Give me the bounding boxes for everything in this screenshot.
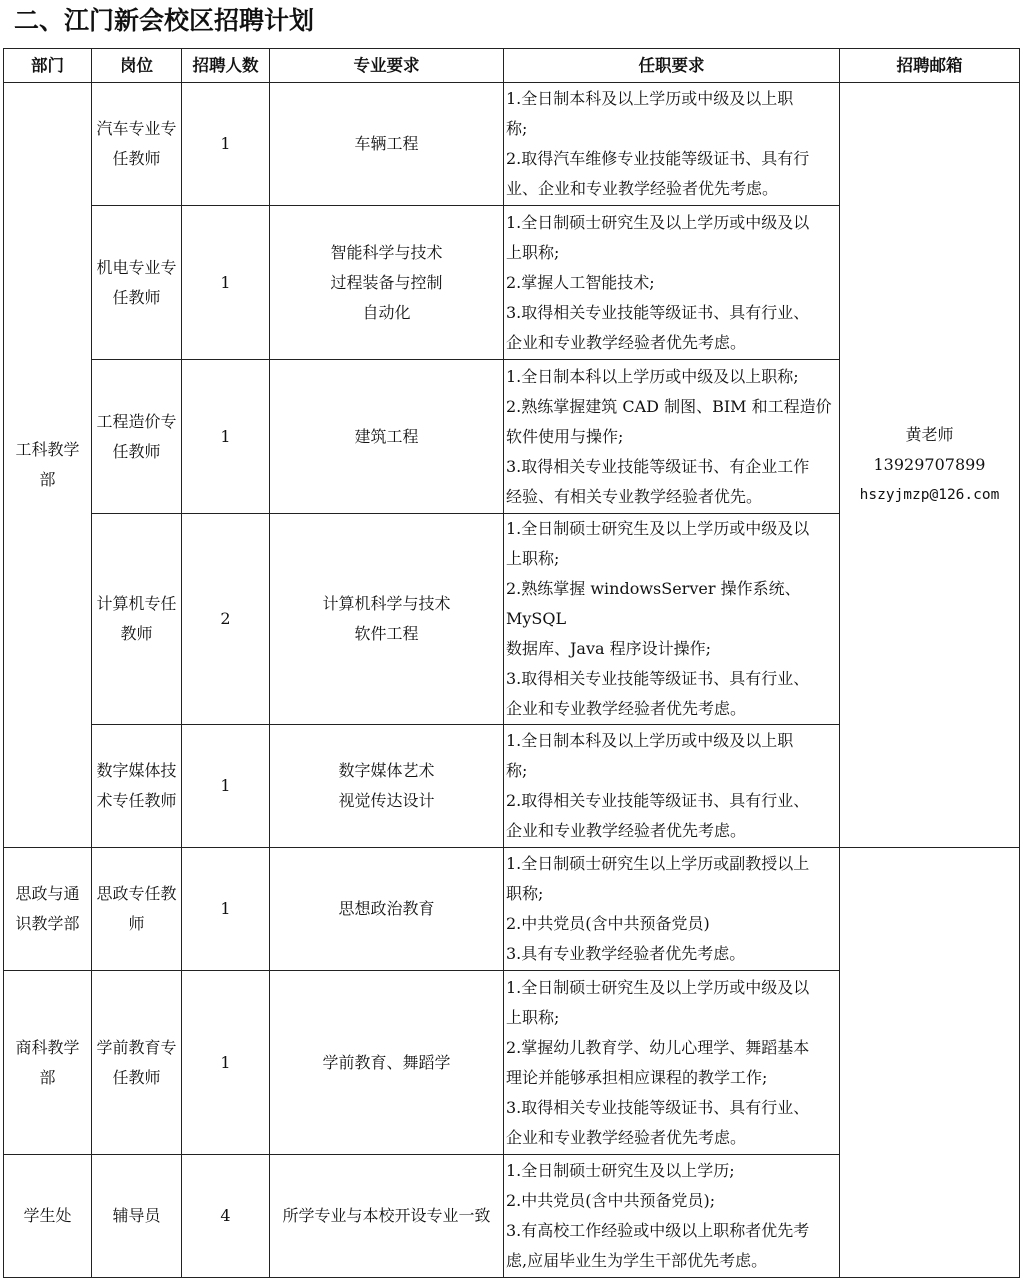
hire-count: 1 xyxy=(220,426,231,446)
requirement-line: 3.取得相关专业技能等级证书、具有行业、 xyxy=(506,669,810,688)
position-name: 机电专业专 xyxy=(96,257,177,277)
hire-count: 4 xyxy=(220,1206,231,1225)
count-cell xyxy=(182,848,270,971)
requirement-line: 1.全日制硕士研究生及以上学历或中级及以 xyxy=(506,977,810,997)
requirement-line: 1.全日制本科及以上学历或中级及以上职 xyxy=(506,731,794,750)
count-cell xyxy=(182,360,270,514)
position-cell xyxy=(92,971,182,1155)
position-name: 任教师 xyxy=(112,287,161,307)
major-item: 智能科学与技术 xyxy=(330,242,443,262)
requirement-line: 1.全日制本科以上学历或中级及以上职称; xyxy=(506,366,799,386)
position-name: 任教师 xyxy=(112,1067,161,1087)
requirement-line: 3.有高校工作经验或中级以上职称者优先考 xyxy=(506,1221,810,1240)
hire-count: 1 xyxy=(220,134,231,153)
department-cell xyxy=(4,848,92,971)
requirement-line: 3.取得相关专业技能等级证书、具有行业、 xyxy=(506,302,810,322)
position-name: 任教师 xyxy=(112,149,161,168)
major-item: 车辆工程 xyxy=(354,134,419,153)
requirement-line: 1.全日制硕士研究生以上学历或副教授以上 xyxy=(506,854,810,873)
major-item: 自动化 xyxy=(362,302,411,322)
table-row xyxy=(4,848,1020,971)
requirements-cell xyxy=(504,725,840,848)
position-name: 数字媒体技 xyxy=(96,761,177,780)
requirement-line: 1.全日制本科及以上学历或中级及以上职 xyxy=(506,89,794,108)
requirement-line: 企业和专业教学经验者优先考虑。 xyxy=(506,699,747,718)
position-name: 汽车专业专 xyxy=(96,119,177,138)
requirement-line: 2.取得相关专业技能等级证书、具有行业、 xyxy=(506,791,810,810)
email-empty-cell xyxy=(840,848,1020,1278)
major-cell xyxy=(270,206,504,360)
hire-count: 1 xyxy=(220,1052,231,1072)
department-name: 工科教学 xyxy=(15,440,80,459)
department-name: 识教学部 xyxy=(15,914,80,933)
header-major: 专业要求 xyxy=(270,49,504,83)
major-cell xyxy=(270,725,504,848)
requirement-line: 3.取得相关专业技能等级证书、有企业工作 xyxy=(506,456,810,476)
position-name: 术专任教师 xyxy=(96,791,177,810)
position-cell xyxy=(92,848,182,971)
requirement-line: 虑,应届毕业生为学生干部优先考虑。 xyxy=(506,1251,768,1270)
contact-phone: 13929707899 xyxy=(873,455,986,474)
position-name: 任教师 xyxy=(112,441,161,461)
requirement-line: 3.具有专业教学经验者优先考虑。 xyxy=(506,944,746,963)
position-name: 辅导员 xyxy=(112,1206,161,1225)
count-cell xyxy=(182,725,270,848)
position-cell xyxy=(92,206,182,360)
department-cell xyxy=(4,1155,92,1278)
requirement-line: 称; xyxy=(506,761,528,780)
requirement-line: 企业和专业教学经验者优先考虑。 xyxy=(506,332,747,352)
requirement-line: 2.熟练掌握 windowsServer 操作系统、MySQL xyxy=(506,579,801,628)
hire-count: 1 xyxy=(220,899,231,918)
requirement-line: 职称; xyxy=(506,884,544,903)
requirement-line: 软件使用与操作; xyxy=(506,426,624,446)
position-cell xyxy=(92,725,182,848)
position-name: 计算机专任 xyxy=(96,594,177,613)
header-position: 岗位 xyxy=(92,49,182,83)
major-item: 学前教育、舞蹈学 xyxy=(322,1052,451,1072)
requirements-cell xyxy=(504,514,840,725)
requirement-line: 2.取得汽车维修专业技能等级证书、具有行 xyxy=(506,149,810,168)
major-cell xyxy=(270,1155,504,1278)
requirement-line: 2.掌握人工智能技术; xyxy=(506,272,655,292)
major-cell xyxy=(270,360,504,514)
position-name: 教师 xyxy=(120,624,153,643)
position-cell xyxy=(92,514,182,725)
requirements-cell xyxy=(504,360,840,514)
count-cell xyxy=(182,83,270,206)
major-item: 数字媒体艺术 xyxy=(338,761,435,780)
header-row xyxy=(4,49,1020,83)
requirement-line: 2.熟练掌握建筑 CAD 制图、BIM 和工程造价 xyxy=(506,396,832,416)
requirements-cell xyxy=(504,848,840,971)
hire-count: 1 xyxy=(220,272,231,292)
requirement-line: 1.全日制硕士研究生及以上学历; xyxy=(506,1161,735,1180)
position-name: 工程造价专 xyxy=(96,411,177,431)
requirement-line: 1.全日制硕士研究生及以上学历或中级及以 xyxy=(506,519,810,538)
count-cell xyxy=(182,1155,270,1278)
department-name: 学生处 xyxy=(23,1206,72,1225)
table-row xyxy=(4,83,1020,206)
requirement-line: 上职称; xyxy=(506,1007,560,1027)
major-item: 软件工程 xyxy=(354,624,419,643)
major-item: 所学专业与本校开设专业一致 xyxy=(282,1206,491,1225)
requirements-cell xyxy=(504,971,840,1155)
requirement-line: 3.取得相关专业技能等级证书、具有行业、 xyxy=(506,1097,810,1117)
major-item: 建筑工程 xyxy=(354,426,419,446)
major-cell xyxy=(270,514,504,725)
requirement-line: 上职称; xyxy=(506,549,560,568)
hire-count: 2 xyxy=(220,609,231,628)
position-cell xyxy=(92,1155,182,1278)
count-cell xyxy=(182,206,270,360)
major-cell xyxy=(270,848,504,971)
count-cell xyxy=(182,971,270,1155)
requirements-cell xyxy=(504,83,840,206)
header-requirements: 任职要求 xyxy=(504,49,840,83)
requirement-line: 经验、有相关专业教学经验者优先。 xyxy=(506,486,763,506)
requirement-line: 2.掌握幼儿教育学、幼儿心理学、舞蹈基本 xyxy=(506,1037,810,1057)
requirement-line: 业、企业和专业教学经验者优先考虑。 xyxy=(506,179,779,198)
major-item: 视觉传达设计 xyxy=(338,791,435,810)
position-name: 思政专任教 xyxy=(96,884,177,903)
major-cell xyxy=(270,83,504,206)
page-title: 二、江门新会校区招聘计划 xyxy=(14,6,315,35)
position-cell xyxy=(92,83,182,206)
requirements-cell xyxy=(504,206,840,360)
major-cell xyxy=(270,971,504,1155)
department-cell xyxy=(4,971,92,1155)
header-email: 招聘邮箱 xyxy=(840,49,1020,83)
major-item: 计算机科学与技术 xyxy=(322,594,451,613)
table-body xyxy=(4,83,1020,1278)
requirement-line: 1.全日制硕士研究生及以上学历或中级及以 xyxy=(506,212,810,232)
department-name: 商科教学 xyxy=(15,1037,80,1057)
position-cell xyxy=(92,360,182,514)
requirements-cell xyxy=(504,1155,840,1278)
requirement-line: 2.中共党员(含中共预备党员) xyxy=(506,914,710,933)
department-name: 部 xyxy=(39,1067,56,1087)
position-name: 学前教育专 xyxy=(96,1037,177,1057)
major-item: 过程装备与控制 xyxy=(330,272,443,292)
department-cell xyxy=(4,83,92,848)
requirement-line: 企业和专业教学经验者优先考虑。 xyxy=(506,1127,747,1147)
hire-count: 1 xyxy=(220,776,231,795)
contact-cell xyxy=(840,83,1020,848)
department-name: 思政与通 xyxy=(15,884,80,903)
header-dept: 部门 xyxy=(4,49,92,83)
requirement-line: 2.中共党员(含中共预备党员); xyxy=(506,1191,716,1210)
position-name: 师 xyxy=(128,914,145,933)
requirement-line: 理论并能够承担相应课程的教学工作; xyxy=(506,1067,768,1087)
requirement-line: 上职称; xyxy=(506,242,560,262)
major-item: 思想政治教育 xyxy=(338,899,435,918)
header-count: 招聘人数 xyxy=(182,49,270,83)
contact-name: 黄老师 xyxy=(905,425,954,444)
recruitment-table xyxy=(3,48,1020,1278)
requirement-line: 企业和专业教学经验者优先考虑。 xyxy=(506,821,747,840)
requirement-line: 称; xyxy=(506,119,528,138)
contact-email[interactable]: hszyjmzp@126.com xyxy=(859,487,1000,503)
count-cell xyxy=(182,514,270,725)
requirement-line: 数据库、Java 程序设计操作; xyxy=(506,639,712,658)
department-name: 部 xyxy=(39,470,56,489)
